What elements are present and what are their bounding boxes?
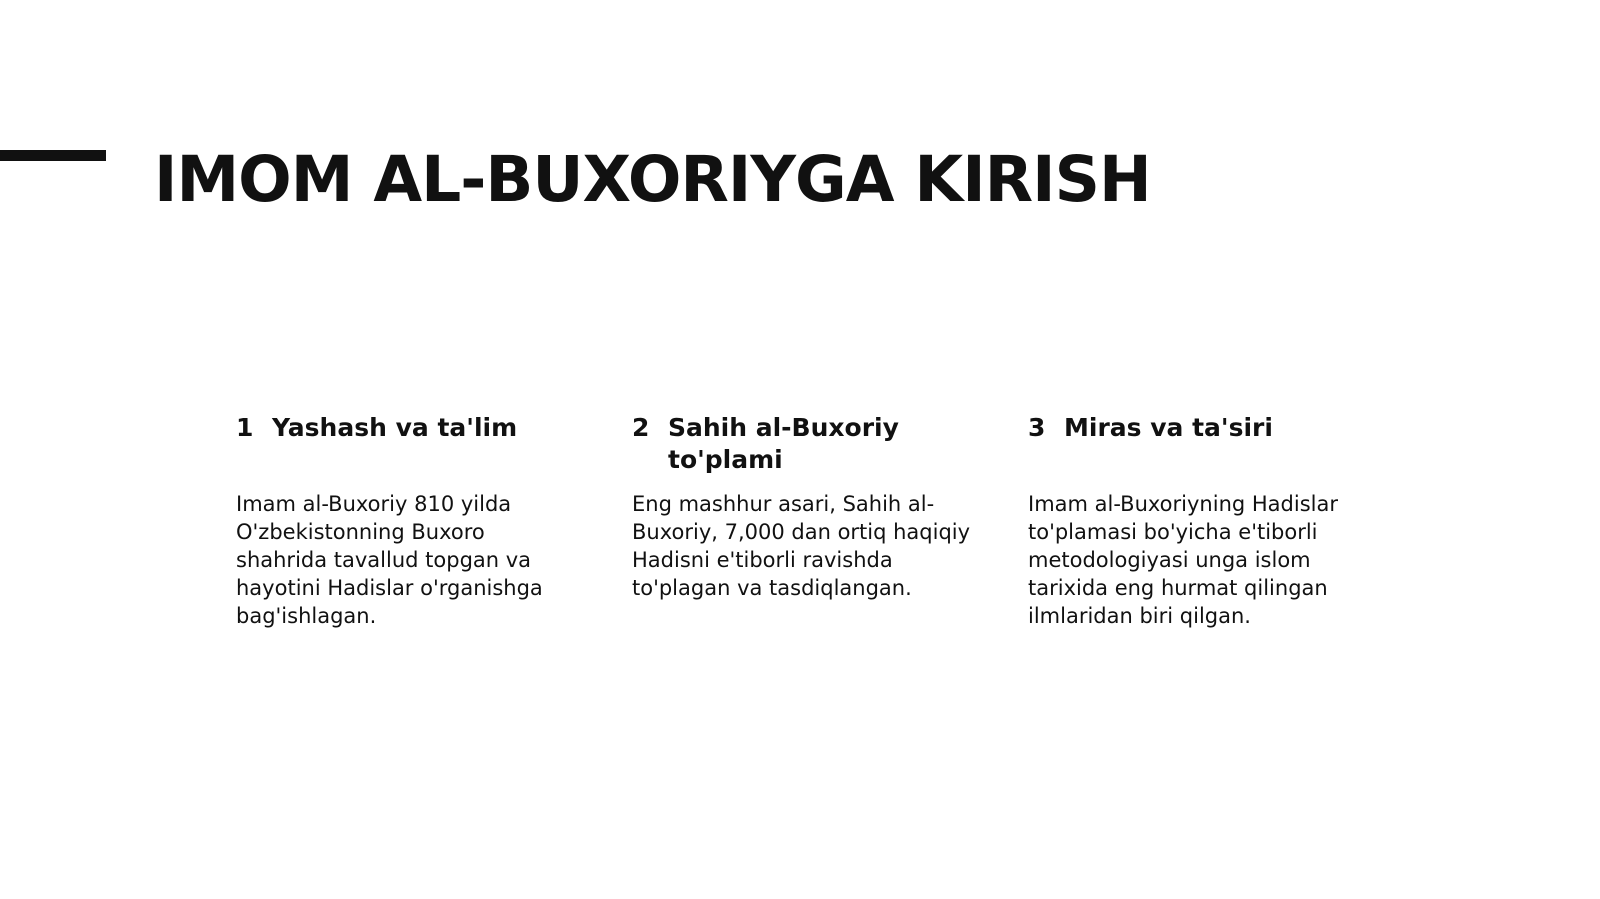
card-heading: Miras va ta'siri <box>1064 413 1273 442</box>
card-body-text: Eng mashhur asari, Sahih al-Buxoriy, 7,000 dan ortiq haqiqiy Hadisni e'tiborli ravishda to'plagan va tasdiqlangan. <box>632 492 971 600</box>
card-number: 3 <box>1028 413 1046 442</box>
card-sahih <box>632 412 972 602</box>
card-miras <box>1028 412 1368 630</box>
card-body-text: Imam al-Buxoriy 810 yilda O'zbekistonning Buxoro shahrida tavallud topgan va hayotini Hadislar o'rganishga bag'ishlagan. <box>236 492 543 628</box>
card-yashash <box>236 412 576 630</box>
card-heading: Sahih al-Buxoriy to'plami <box>668 413 899 474</box>
card-header <box>236 412 576 490</box>
card-header <box>632 412 972 490</box>
card-number: 2 <box>632 413 650 442</box>
slide-title: IMOM AL-BUXORIYGA KIRISH <box>154 143 1151 216</box>
card-header <box>1028 412 1368 490</box>
title-accent-bar <box>0 150 106 161</box>
card-heading: Yashash va ta'lim <box>272 413 518 442</box>
card-body-text: Imam al-Buxoriyning Hadislar to'plamasi bo'yicha e'tiborli metodologiyasi unga islom tarixida eng hurmat qilingan ilmlaridan biri qilgan. <box>1028 492 1338 628</box>
card-number: 1 <box>236 413 254 442</box>
